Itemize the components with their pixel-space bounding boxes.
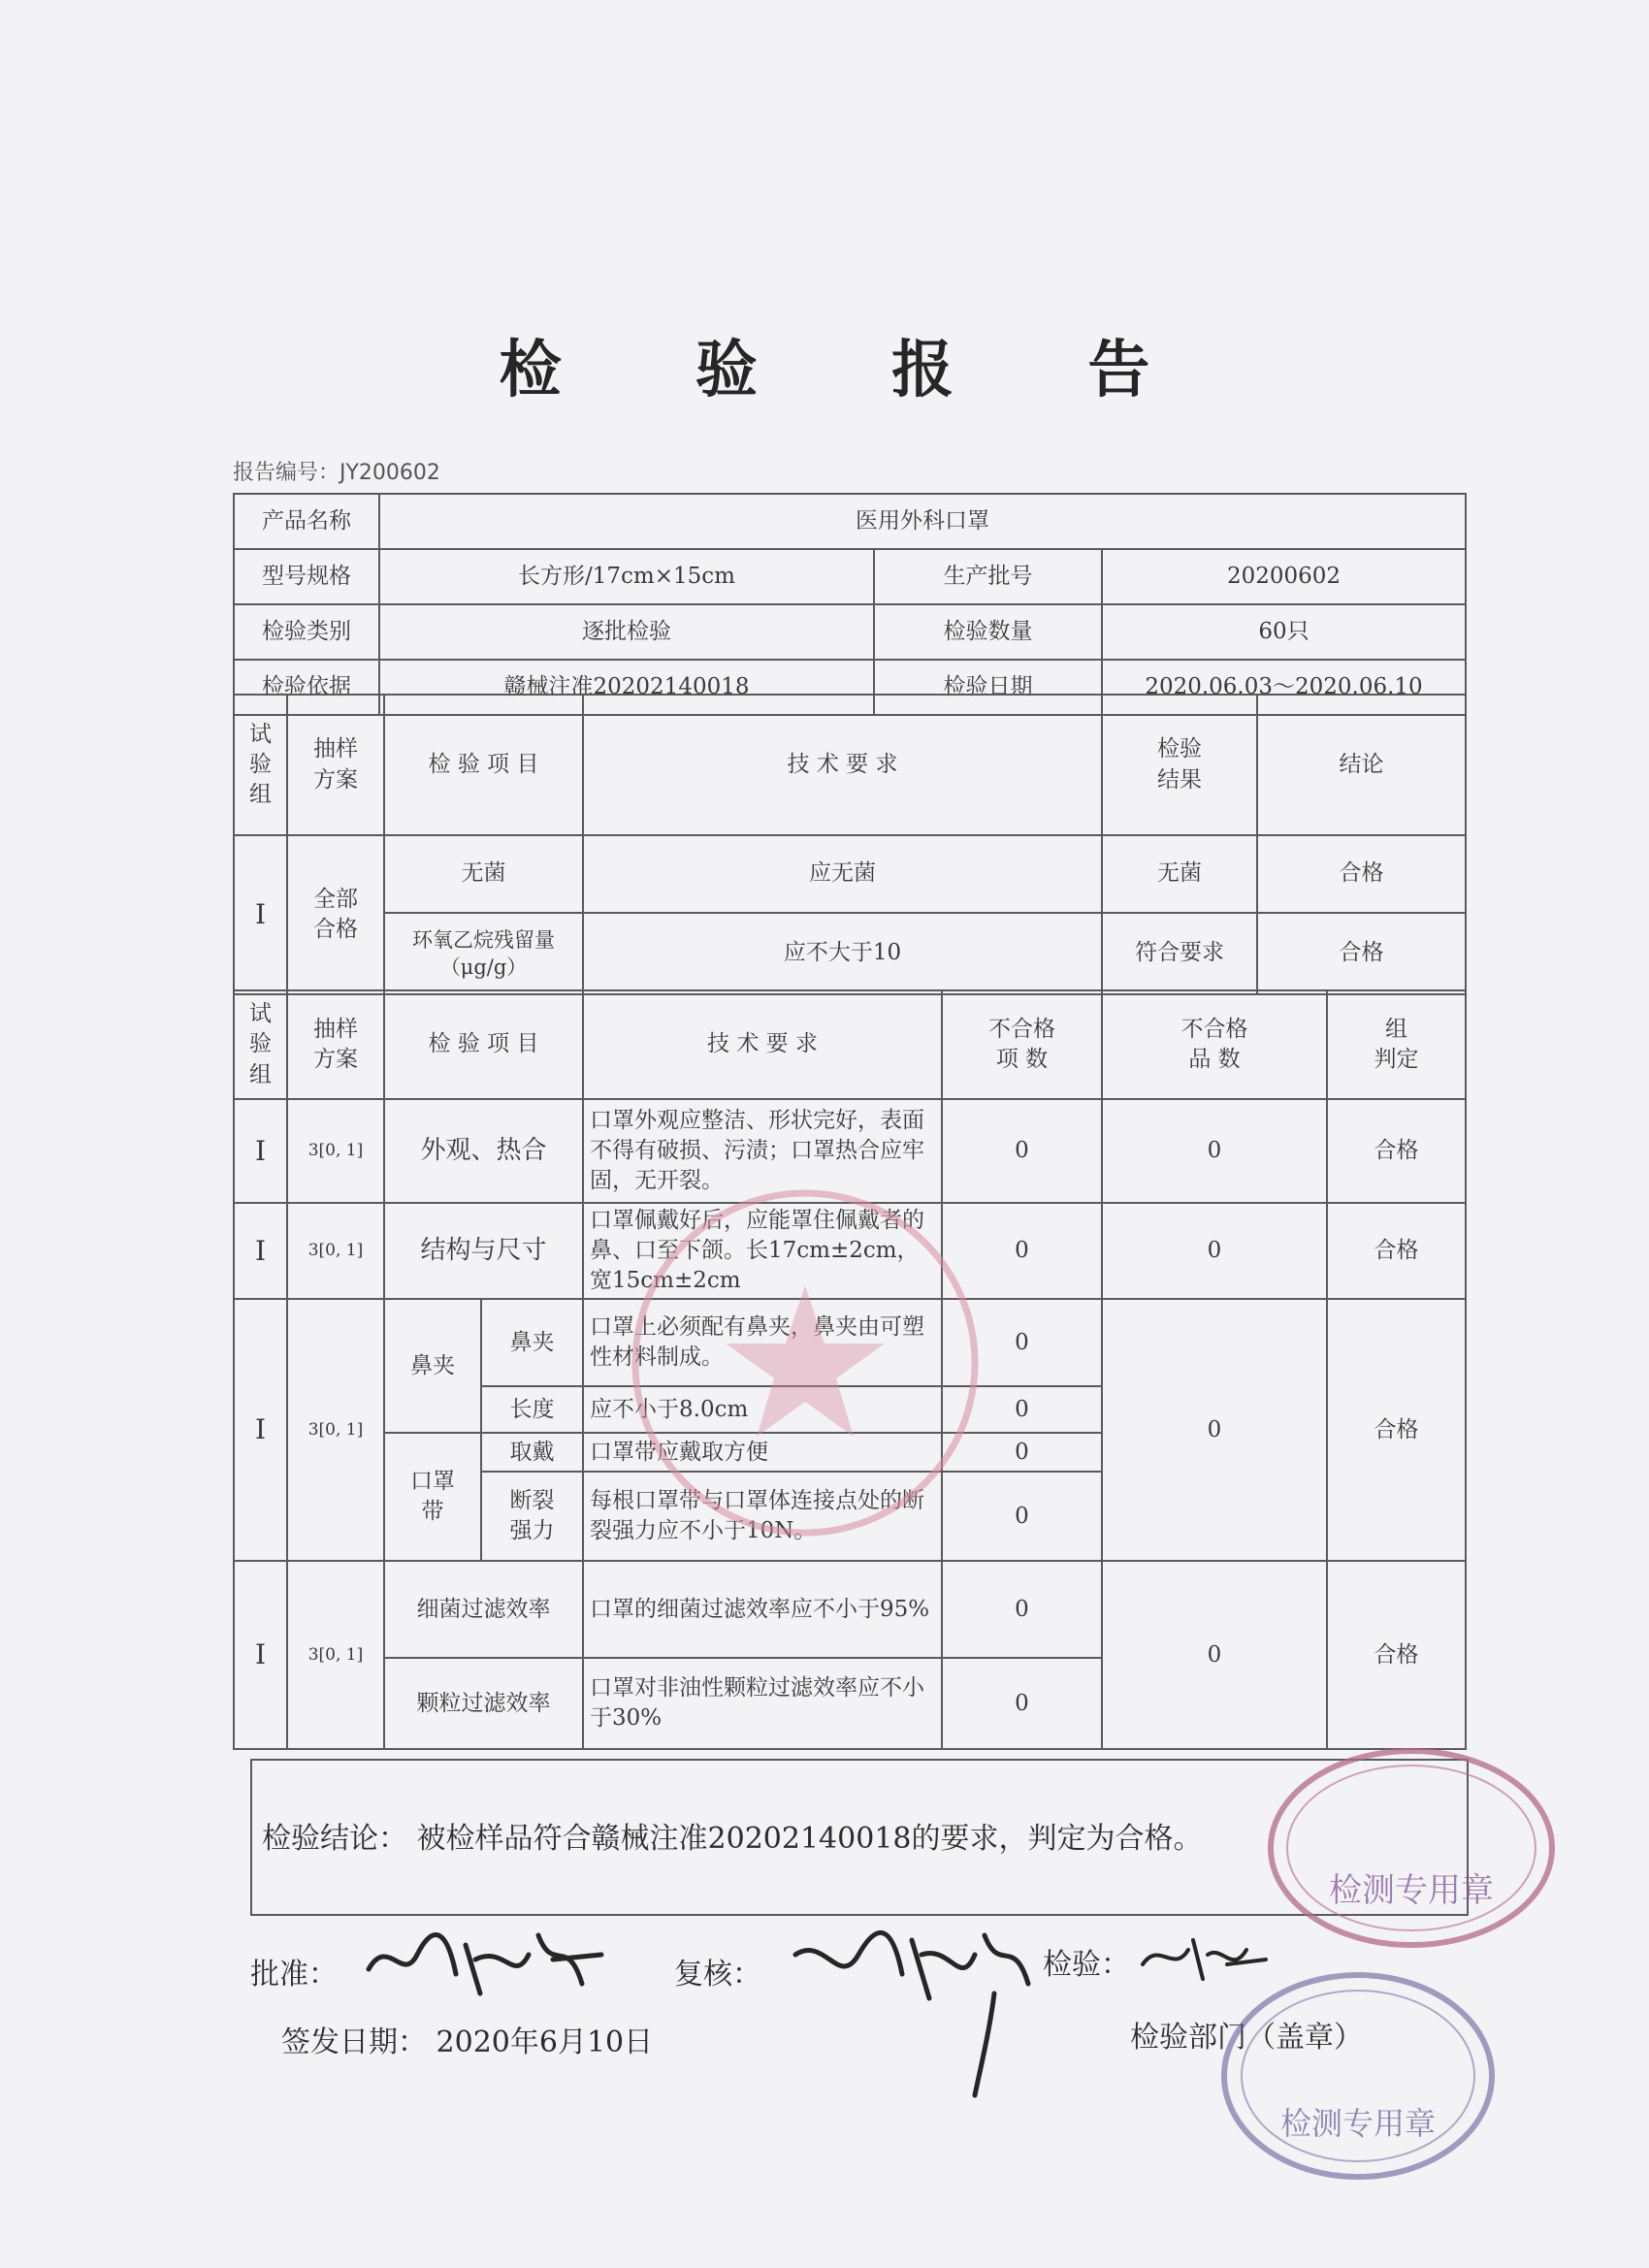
item-result: 无菌 (1102, 835, 1257, 913)
unqualified-products: 0 (1102, 1299, 1327, 1561)
sampling-plan: 3[0, 1] (287, 1099, 384, 1203)
item-requirement: 应不大于10 (583, 913, 1102, 994)
dept-label: 检验部门（盖章） (1130, 2021, 1363, 2055)
item-requirement: 应不小于8.0cm (583, 1386, 942, 1433)
info-table (233, 493, 1467, 716)
review-label: 复核： (674, 1958, 761, 1992)
unqualified-items: 0 (942, 1386, 1102, 1433)
group-id: I (234, 1203, 287, 1299)
item-requirement: 应无菌 (583, 835, 1102, 913)
issue-date: 签发日期： 2020年6月10日 (281, 2025, 654, 2059)
approver-signature (359, 1916, 611, 2003)
reviewer-signature (786, 1916, 1057, 2100)
product-name-value: 医用外科口罩 (379, 494, 1466, 549)
header-req: 技 术 要 求 (583, 990, 942, 1099)
unqualified-items: 0 (942, 1299, 1102, 1386)
table-row (234, 494, 1466, 549)
item-name: 外观、热合 (384, 1099, 583, 1203)
date-value: 2020.06.03～2020.06.10 (1102, 660, 1466, 715)
group-id: I (234, 1099, 287, 1203)
svg-text:检测专用章: 检测专用章 (1329, 1871, 1494, 1910)
sampling-plan: 3[0, 1] (287, 1203, 384, 1299)
item-verdict: 合格 (1257, 835, 1466, 913)
table-row (234, 695, 1466, 835)
header-group: 试 验 组 (234, 695, 287, 835)
group-verdict: 合格 (1327, 1299, 1466, 1561)
header-sampling: 抽样 方案 (287, 695, 384, 835)
group-id: I (234, 1299, 287, 1561)
header-unqualified-items: 不合格 项 数 (942, 990, 1102, 1099)
sterility-table (233, 694, 1467, 995)
sampling-plan: 3[0, 1] (287, 1561, 384, 1749)
table-row (234, 604, 1466, 660)
qty-label: 检验数量 (874, 604, 1102, 660)
red-round-stamp (621, 1179, 989, 1547)
date-label: 检验日期 (874, 660, 1102, 715)
unqualified-items: 0 (942, 1433, 1102, 1472)
table-row (234, 913, 1466, 994)
group-verdict: 合格 (1327, 1561, 1466, 1749)
table-row (234, 835, 1466, 913)
header-verdict: 结论 (1257, 695, 1466, 835)
svg-text:检测专用章: 检测专用章 (1279, 2105, 1437, 2142)
table-row (234, 1561, 1466, 1658)
table-row (234, 990, 1466, 1099)
header-group-verdict: 组 判定 (1327, 990, 1466, 1099)
header-req: 技 术 要 求 (583, 695, 1102, 835)
group-verdict: 合格 (1327, 1203, 1466, 1299)
header-sampling: 抽样 方案 (287, 990, 384, 1099)
model-value: 长方形/17cm×15cm (379, 549, 874, 604)
length-label: 长度 (481, 1386, 583, 1433)
sampling-plan: 全部 合格 (287, 835, 384, 994)
unqualified-items: 0 (942, 1472, 1102, 1561)
group-id: I (234, 1561, 287, 1749)
nose-clip-label: 鼻夹 (481, 1299, 583, 1386)
conclusion-text: 检验结论： 被检样品符合赣械注准20202140018的要求，判定为合格。 (262, 1822, 1203, 1856)
seal-stamp (1261, 1736, 1562, 1960)
page-title: 检 验 报 告 (499, 335, 1207, 406)
model-label: 型号规格 (234, 549, 379, 604)
nose-clip-group: 鼻夹 (384, 1299, 481, 1433)
item-result: 符合要求 (1102, 913, 1257, 994)
pfe-label: 颗粒过滤效率 (384, 1658, 583, 1749)
qty-value: 60只 (1102, 604, 1466, 660)
wear-label: 取戴 (481, 1433, 583, 1472)
strap-group: 口罩 带 (384, 1433, 481, 1561)
unqualified-items: 0 (942, 1099, 1102, 1203)
header-unqualified-products: 不合格 品 数 (1102, 990, 1327, 1099)
header-result: 检验 结果 (1102, 695, 1257, 835)
item-requirement: 口罩对非油性颗粒过滤效率应不小于30% (583, 1658, 942, 1749)
unqualified-items: 0 (942, 1203, 1102, 1299)
unqualified-products: 0 (1102, 1561, 1327, 1749)
header-item: 检 验 项 目 (384, 990, 583, 1099)
item-requirement: 口罩上必须配有鼻夹，鼻夹由可塑性材料制成。 (583, 1299, 942, 1386)
approve-label: 批准： (250, 1958, 338, 1992)
unqualified-items: 0 (942, 1658, 1102, 1749)
bfe-label: 细菌过滤效率 (384, 1561, 583, 1658)
type-value: 逐批检验 (379, 604, 874, 660)
product-name-label: 产品名称 (234, 494, 379, 549)
item-name: 环氧乙烷残留量 （μg/g） (384, 913, 583, 994)
item-requirement: 口罩的细菌过滤效率应不小于95% (583, 1561, 942, 1658)
basis-label: 检验依据 (234, 660, 379, 715)
table-row (234, 549, 1466, 604)
group-id: I (234, 835, 287, 994)
dept-seal-stamp (1212, 1960, 1504, 2192)
batch-value: 20200602 (1102, 549, 1466, 604)
header-group: 试 验 组 (234, 990, 287, 1099)
unqualified-items: 0 (942, 1561, 1102, 1658)
report-number: 报告编号：JY200602 (233, 461, 440, 485)
item-name: 无菌 (384, 835, 583, 913)
item-requirement: 每根口罩带与口罩体连接点处的断裂强力应不小于10N。 (583, 1472, 942, 1561)
item-requirement: 口罩带应戴取方便 (583, 1433, 942, 1472)
item-requirement: 口罩外观应整洁、形状完好，表面不得有破损、污渍；口罩热合应牢固，无开裂。 (583, 1099, 942, 1203)
item-verdict: 合格 (1257, 913, 1466, 994)
unqualified-products: 0 (1102, 1203, 1327, 1299)
type-label: 检验类别 (234, 604, 379, 660)
group-verdict: 合格 (1327, 1099, 1466, 1203)
item-name: 结构与尺寸 (384, 1203, 583, 1299)
unqualified-products: 0 (1102, 1099, 1327, 1203)
item-requirement: 口罩佩戴好后，应能罩住佩戴者的鼻、口至下颌。长17cm±2cm，宽15cm±2cm (583, 1203, 942, 1299)
break-label: 断裂 强力 (481, 1472, 583, 1561)
inspect-label: 检验： (1043, 1948, 1130, 1982)
basis-value: 赣械注准20202140018 (379, 660, 874, 715)
batch-label: 生产批号 (874, 549, 1102, 604)
sampling-plan: 3[0, 1] (287, 1299, 384, 1561)
header-item: 检 验 项 目 (384, 695, 583, 835)
